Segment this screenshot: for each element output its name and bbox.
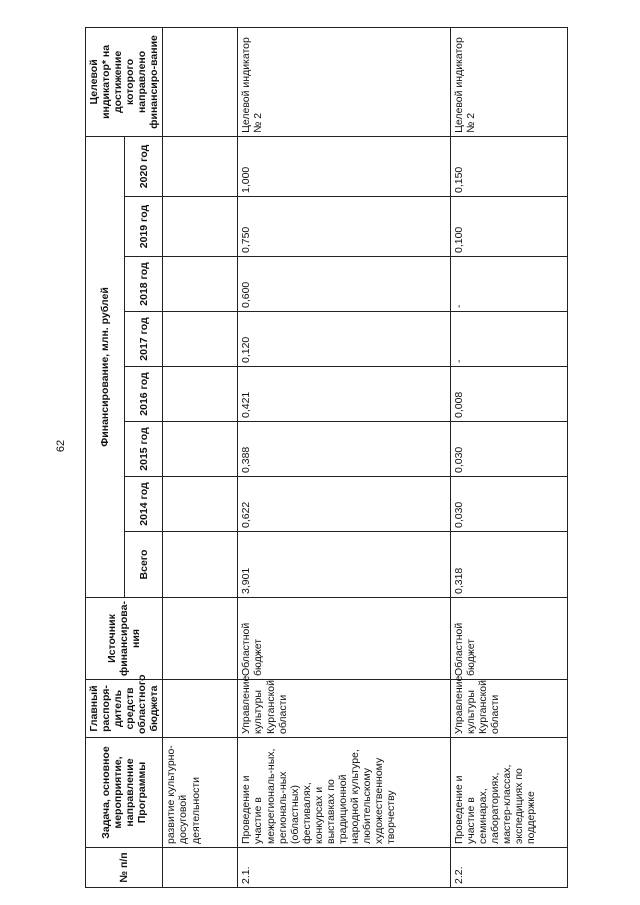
header-total: Всего — [124, 532, 163, 598]
row-manager: Управление культуры Курганской области — [238, 680, 450, 738]
header-financing: Финансирование, млн. рублей — [86, 136, 125, 597]
financing-table — [85, 27, 568, 888]
table-row — [450, 27, 567, 887]
header-indicator: Целевой индикатор* на достижение которого направлено финансиро-вание — [86, 27, 163, 136]
row-2014 — [163, 477, 238, 532]
row-2015: 0,030 — [450, 422, 567, 477]
table-row — [238, 27, 450, 887]
row-2016 — [163, 367, 238, 422]
row-indicator — [163, 27, 238, 136]
header-task: Задача, основное мероприятие, направление Программы — [86, 738, 163, 848]
row-total — [163, 532, 238, 598]
header-2017: 2017 год — [124, 312, 163, 367]
table-wrapper — [85, 28, 538, 888]
row-2019: 0,100 — [450, 197, 567, 257]
row-task: Проведение и участие в межрегиональ-ных, региональ-ных (областных) фестивалях, конкурсах и выставках по традиционной народной культуре, любительскому художественному творчеству — [238, 738, 450, 848]
row-2020 — [163, 136, 238, 196]
row-2018: 0,600 — [238, 257, 450, 312]
row-2018: - — [450, 257, 567, 312]
row-2019: 0,750 — [238, 197, 450, 257]
row-2014: 0,622 — [238, 477, 450, 532]
row-source: Областной бюджет — [450, 598, 567, 680]
row-2018 — [163, 257, 238, 312]
header-2014: 2014 год — [124, 477, 163, 532]
row-2014: 0,030 — [450, 477, 567, 532]
header-num: № п/п — [86, 848, 163, 888]
row-2017: 0,120 — [238, 312, 450, 367]
row-2016: 0,008 — [450, 367, 567, 422]
row-num — [163, 848, 238, 888]
row-total: 3,901 — [238, 532, 450, 598]
row-source: Областной бюджет — [238, 598, 450, 680]
row-2015 — [163, 422, 238, 477]
header-source: Источник финансирова-ния — [86, 598, 163, 680]
row-2020: 0,150 — [450, 136, 567, 196]
row-source — [163, 598, 238, 680]
row-2015: 0,388 — [238, 422, 450, 477]
table-row — [163, 27, 238, 887]
header-2015: 2015 год — [124, 422, 163, 477]
page-number: 62 — [55, 439, 68, 453]
row-2017 — [163, 312, 238, 367]
header-2020: 2020 год — [124, 136, 163, 196]
row-indicator: Целевой индикатор № 2 — [238, 27, 450, 136]
row-manager: Управление культуры Курганской области — [450, 680, 567, 738]
row-num: 2.1. — [238, 848, 450, 888]
row-2020: 1,000 — [238, 136, 450, 196]
row-indicator: Целевой индикатор № 2 — [450, 27, 567, 136]
header-manager: Главный распоря-дитель средств областного бюджета — [86, 680, 163, 738]
row-task: Проведение и участие в семинарах, лабораториях, мастер-классах, экспедициях по поддержке — [450, 738, 567, 848]
row-task: развитие культурно-досуговой деятельности — [163, 738, 238, 848]
row-total: 0,318 — [450, 532, 567, 598]
header-2016: 2016 год — [124, 367, 163, 422]
row-2017: - — [450, 312, 567, 367]
row-manager — [163, 680, 238, 738]
header-2019: 2019 год — [124, 197, 163, 257]
rotated-table — [85, 28, 538, 888]
row-2016: 0,421 — [238, 367, 450, 422]
row-2019 — [163, 197, 238, 257]
header-2018: 2018 год — [124, 257, 163, 312]
row-num: 2.2. — [450, 848, 567, 888]
